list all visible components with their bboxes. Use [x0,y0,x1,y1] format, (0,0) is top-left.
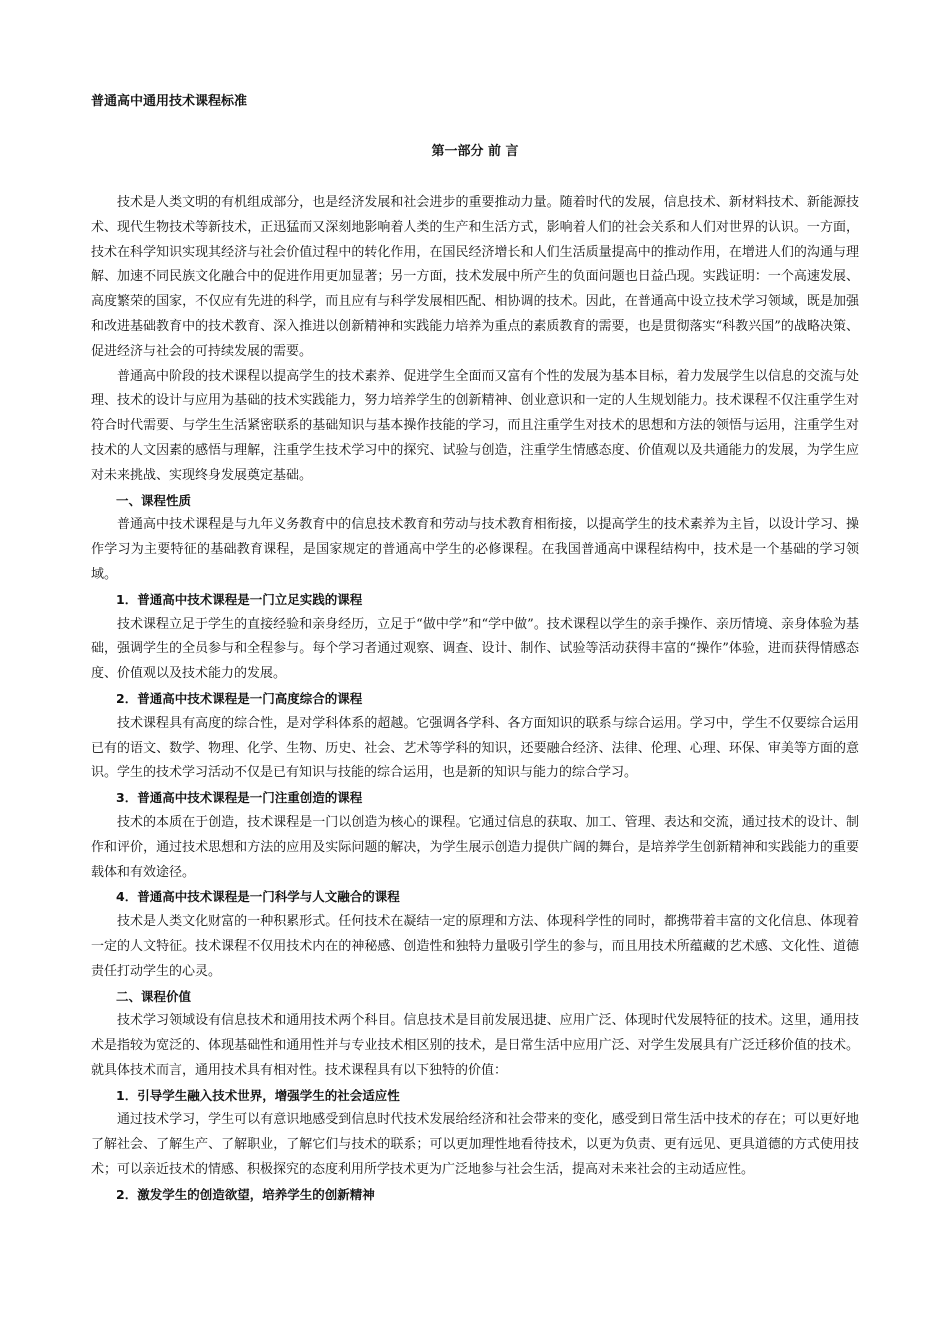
section-heading-3: 2．普通高中技术课程是一门高度综合的课程 [116,690,363,706]
part-title: 第一部分 前 言 [431,144,519,159]
paragraph-1: 技术是人类文明的有机组成部分，也是经济发展和社会进步的重要推动力量。随着时代的发展，信息技术、新材料技术、新能源技术、现代生物技术等新技术，正迅猛而又深刻地影响着人类的生产和生活方式，影响着人们的社会关系和人们对世界的认识。一方面，技术在科学知识实现其经济与社会价值过程中的转化作用，在国民经济增长和人们生活质量提高中的推动作用，在增进人们的沟通与理解、加速不同民族文化融合中的促进作用更加显著；另一方面，技术发展中所产生的负面问题也日益凸现。实践证明：一个高速发展、高度繁荣的国家，不仅应有先进的科学，而且应有与科学发展相匹配、相协调的技术。因此，在普通高中设立技术学习领域，既是加强和改进基础教育中的技术教育、深入推进以创新精神和实践能力培养为重点的素质教育的需要，也是贯彻落实“科教兴国”的战略决策、促进经济与社会的可持续发展的需要。 [91,195,859,359]
document-title: 普通高中通用技术课程标准 [91,94,248,109]
section-heading-4: 3．普通高中技术课程是一门注重创造的课程 [116,790,363,806]
document-body [91,191,859,1208]
paragraph-5: 技术课程具有高度的综合性，是对学科体系的超越。它强调各学科、各方面知识的联系与综合运用。学习中，学生不仅要综合运用已有的语文、数学、物理、化学、生物、历史、社会、艺术等学科的知识，还要融合经济、法律、伦理、心理、环保、审美等方面的意识。学生的技术学习活动不仅是已有知识与技能的综合运用，也是新的知识与能力的综合学习。 [91,715,859,781]
paragraph-6: 技术的本质在于创造，技术课程是一门以创造为核心的课程。它通过信息的获取、加工、管理、表达和交流，通过技术的设计、制作和评价，通过技术思想和方法的应用及实际问题的解决，为学生展示创造力提供广阔的舞台，是培养学生创新精神和实践能力的重要载体和有效途径。 [91,814,859,880]
section-heading-5: 4．普通高中技术课程是一门科学与人文融合的课程 [116,889,400,905]
paragraph-4: 技术课程立足于学生的直接经验和亲身经历，立足于“做中学”和“学中做”。技术课程以学生的亲手操作、亲历情境、亲身体验为基础，强调学生的全员参与和全程参与。每个学习者通过观察、调查、设计、制作、试验等活动获得丰富的“操作”体验，进而获得情感态度、价值观以及技术能力的发展。 [91,616,859,682]
paragraph-9: 通过技术学习，学生可以有意识地感受到信息时代技术发展给经济和社会带来的变化，感受到日常生活中技术的存在；可以更好地了解社会、了解生产、了解职业，了解它们与技术的联系；可以更加理性地看待技术，以更为负责、更有远见、更具道德的方式使用技术；可以亲近技术的情感、积极探究的态度利用所学技术更为广泛地参与社会生活，提高对未来社会的主动适应性。 [91,1112,859,1178]
section-heading-7: 1．引导学生融入技术世界，增强学生的社会适应性 [116,1087,400,1103]
paragraph-8: 技术学习领域设有信息技术和通用技术两个科目。信息技术是目前发展迅捷、应用广泛、体现时代发展特征的技术。这里，通用技术是指较为宽泛的、体现基础性和通用性并与专业技术相区别的技术，是日常生活中应用广泛、对学生发展具有广泛迁移价值的技术。就具体技术而言，通用技术具有相对性。技术课程具有以下独特的价值： [91,1013,859,1078]
paragraph-2: 普通高中阶段的技术课程以提高学生的技术素养、促进学生全面而又富有个性的发展为基本目标，着力发展学生以信息的交流与处理、技术的设计与应用为基础的技术实践能力，努力培养学生的创新精神、创业意识和一定的人生规划能力。技术课程不仅注重学生对符合时代需要、与学生生活紧密联系的基础知识与基本操作技能的学习，而且注重学生对技术的思想和方法的领悟与运用，注重学生对技术的人文因素的感悟与理解，注重学生技术学习中的探究、试验与创造，注重学生情感态度、价值观以及共通能力的发展，为学生应对未来挑战、实现终身发展奠定基础。 [91,368,859,483]
section-heading-1: 一、课程性质 [116,492,192,508]
paragraph-3: 普通高中技术课程是与九年义务教育中的信息技术教育和劳动与技术教育相衔接，以提高学生的技术素养为主旨，以设计学习、操作学习为主要特征的基础教育课程，是国家规定的普通高中学生的必修课程。在我国普通高中课程结构中，技术是一个基础的学习领域。 [91,517,859,582]
paragraph-7: 技术是人类文化财富的一种积累形式。任何技术在凝结一定的原理和方法、体现科学性的同时，都携带着丰富的文化信息、体现着一定的人文特征。技术课程不仅用技术内在的神秘感、创造性和独特力量吸引学生的参与，而且用技术所蕴藏的艺术感、文化性、道德责任打动学生的心灵。 [91,914,859,979]
section-heading-6: 二、课程价值 [116,988,192,1004]
section-heading-2: 1．普通高中技术课程是一门立足实践的课程 [116,591,363,607]
section-heading-8: 2．激发学生的创造欲望，培养学生的创新精神 [116,1186,375,1202]
